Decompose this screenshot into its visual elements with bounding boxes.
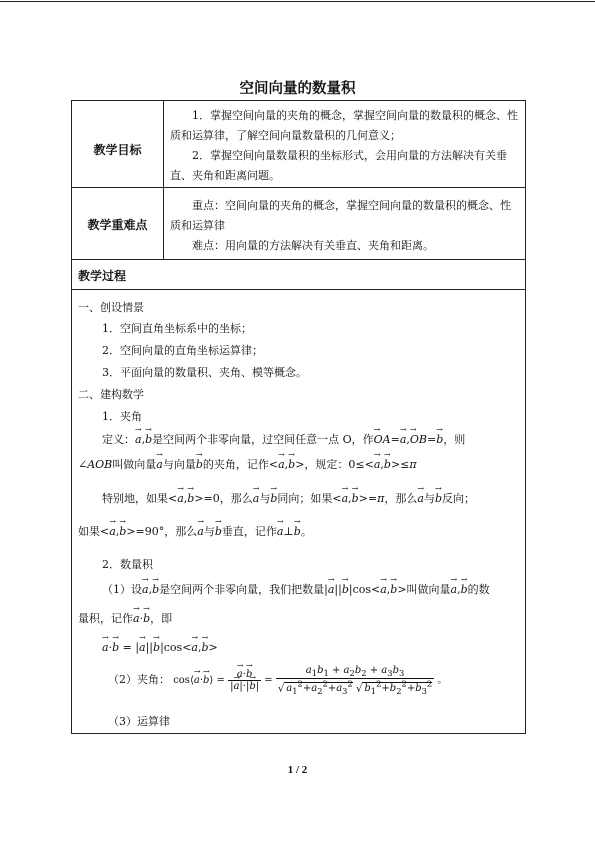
- dot-product-notation: 量积，记作→ a·→ b，即: [78, 610, 172, 626]
- row-divider-3: [72, 289, 525, 290]
- page-number: 1 / 2: [287, 764, 308, 776]
- process-label: 教学过程: [78, 269, 127, 283]
- section-1-heading: 一、创设情景: [78, 301, 144, 314]
- goals-label: 教学目标: [93, 143, 142, 157]
- operation-laws-heading: （3）运算律: [108, 715, 170, 728]
- key-points-content: [170, 196, 520, 256]
- section-2-heading: 二、建构数学: [78, 388, 144, 401]
- perpendicular-line: 如果<→ a,→ b>=90°，那么→ a与→ b垂直，记作→ a⊥→ b。: [78, 523, 312, 539]
- cosine-formula: （2）夹角： cos⟨→ a·→ b⟩ = → $\frac{a\cdot\to b}{|\to a|\cdot|\to b|}$ = $\frac{a_1b_1 + a_2b_2 + a_3b_3}{√ a_1^2+a_2^2+a_3^2 √ b_1^2+b_2^2+b_3^2}$ 。: [108, 665, 447, 696]
- key-point-2: 难点：用向量的方法解决有关垂直、夹角和距离。: [192, 239, 434, 252]
- page-top-border: [0, 1, 595, 2]
- goal-item-2: 2．掌握空间向量数量积的坐标形式，会用向量的方法解决有关垂直、夹角和距离问题。: [170, 149, 507, 182]
- sub-angle-heading: 1．夹角: [102, 410, 142, 423]
- key-points-label: 教学重难点: [87, 218, 148, 232]
- row-divider-2: [72, 259, 525, 260]
- row-divider-1: [72, 187, 525, 188]
- dot-product-definition: （1）设→ a,→ b是空间两个非零向量，我们把数量|→ a||→ b|cos<→ a,→ b>叫做向量→ a,→ b的数: [102, 581, 490, 597]
- aob-line: ∠AOB叫做向量→ a与向量→ b的夹角，记作<→ a,→ b>，规定：0≤<→ a,→ b>≤π: [78, 456, 417, 472]
- key-point-1: 重点：空间向量的夹角的概念，掌握空间向量的数量积的概念、性质和运算律: [170, 199, 511, 232]
- sub-dot-product-heading: 2．数量积: [102, 558, 153, 571]
- dot-product-formula: → a·→ b = |→ a||→ b|cos<→ a,→ b>: [102, 641, 218, 654]
- s1-item-3: 3．平面向量的数量积、夹角、模等概念。: [102, 366, 307, 379]
- lesson-table: [71, 100, 526, 734]
- column-divider: [163, 101, 164, 259]
- goal-item-1: 1．掌握空间向量的夹角的概念，掌握空间向量的数量积的概念、性质和运算律，了解空间向量数量积的几何意义；: [170, 109, 518, 142]
- special-case-line: 特别地，如果<→ a,→ b>=0，那么→ a与→ b同向；如果<→ a,→ b>=π，那么→ a与→ b反向；: [102, 490, 475, 506]
- s1-item-2: 2．空间向量的直角坐标运算律；: [102, 344, 263, 357]
- s1-item-1: 1．空间直角坐标系中的坐标；: [102, 322, 252, 335]
- angle-definition-line: 定义：→ a,→ b是空间两个非零向量，过空间任意一点 O，作→ OA=→ a,→ OB=→ b，则: [102, 431, 465, 447]
- goals-content: [170, 106, 520, 186]
- page-title: 空间向量的数量积: [239, 81, 356, 97]
